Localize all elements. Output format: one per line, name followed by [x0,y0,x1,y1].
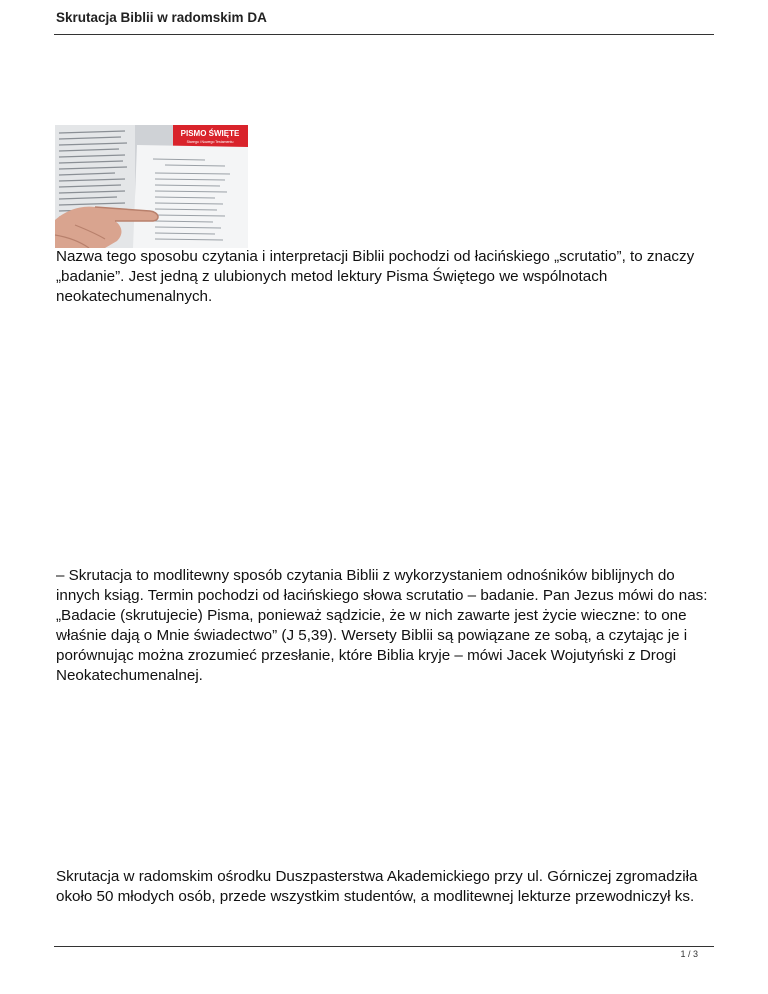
page-number: 1 / 3 [680,949,698,959]
header-rule [54,34,714,35]
article-paragraph-2: – Skrutacja to modlitewny sposób czytania Biblii z wykorzystaniem odnośników biblijnych do innych ksiąg. Termin pochodzi od łacińskiego słowa scrutatio – badanie. Pan Jezus mówi do nas: „Badacie (skrutujecie) Pisma, ponieważ sądzicie, że w nich zawarte jest życie wieczne: to one właśnie dają o Mnie świadectwo” (J 5,39). Wersety Biblii są powiązane ze sobą, a czytając je i porównując można zrozumieć przesłanie, które Biblia kryje – mówi Jacek Wojutyński z Drogi Neokatechumenalnej. [56,567,708,684]
page-title: Skrutacja Biblii w radomskim DA [56,10,267,25]
article-paragraph-3: Skrutacja w radomskim ośrodku Duszpasterstwa Akademickiego przy ul. Górniczej zgromadziła około 50 młodych osób, przede wszystkim studentów, a modlitewnej lekturze przewodniczył ks. [56,868,698,905]
footer-rule [54,946,714,947]
banner-subtitle: Starego i Nowego Testamentu [186,140,234,144]
banner-title: PISMO ŚWIĘTE [180,129,240,138]
article-photo [55,125,248,248]
article-paragraph-1: Nazwa tego sposobu czytania i interpretacji Biblii pochodzi od łacińskiego „scrutatio”, to znaczy „badanie”. Jest jedną z ulubionych metod lektury Pisma Świętego we wspólnotach neokatechumenalnych. [56,248,695,305]
